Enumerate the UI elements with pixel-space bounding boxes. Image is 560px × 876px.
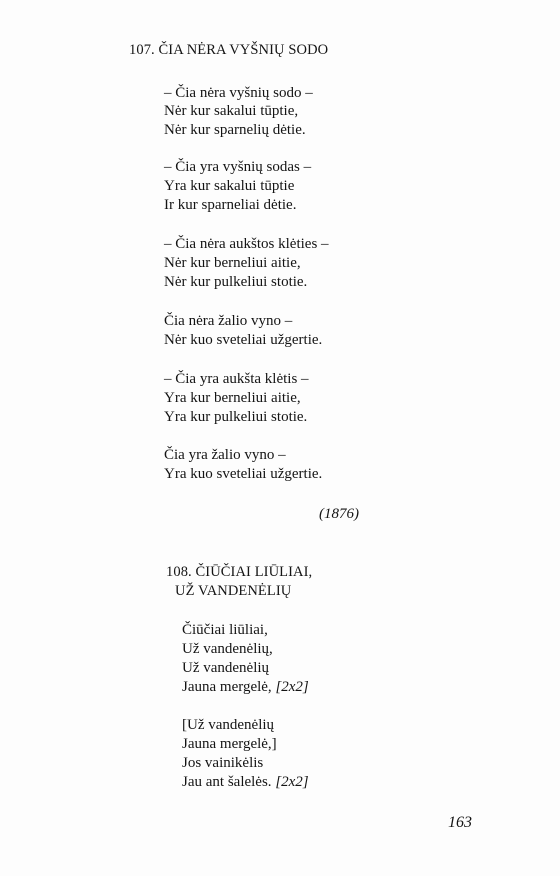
verse-line: Yra kur sakalui tūptie bbox=[164, 178, 295, 194]
poem-title-line: 108. ČIŪČIAI LIŪLIAI, bbox=[166, 564, 313, 580]
verse-line: Nėr kuo sveteliai užgertie. bbox=[164, 332, 323, 348]
verse-line: Čia yra žalio vyno – bbox=[164, 447, 286, 463]
verse-line: Jauna mergelė, [2x2] bbox=[182, 679, 309, 695]
verse-line: Nėr kur sakalui tūptie, bbox=[164, 103, 299, 119]
verse-line: [Už vandenėlių bbox=[182, 717, 275, 733]
verse-line: – Čia nėra aukštos klėties – bbox=[164, 236, 329, 252]
verse-line: Nėr kur pulkeliui stotie. bbox=[164, 274, 308, 290]
verse-line: – Čia yra aukšta klėtis – bbox=[164, 371, 309, 387]
repeat-marker: [2x2] bbox=[275, 774, 309, 790]
verse-line: Už vandenėlių bbox=[182, 660, 270, 676]
repeat-marker: [2x2] bbox=[275, 679, 309, 695]
verse-line: Už vandenėlių, bbox=[182, 641, 273, 657]
verse-line: Jauna mergelė,] bbox=[182, 736, 277, 752]
verse-line: Čia nėra žalio vyno – bbox=[164, 313, 293, 329]
verse-line: Ir kur sparneliai dėtie. bbox=[164, 197, 297, 213]
verse-line: Jau ant šalelės. [2x2] bbox=[182, 774, 309, 790]
verse-line: Yra kuo sveteliai užgertie. bbox=[164, 466, 323, 482]
verse-line: Yra kur pulkeliui stotie. bbox=[164, 409, 308, 425]
verse-line: Nėr kur sparnelių dėtie. bbox=[164, 122, 306, 138]
page-number: 163 bbox=[448, 814, 472, 831]
verse-line: Yra kur berneliui aitie, bbox=[164, 390, 301, 406]
verse-line: – Čia nėra vyšnių sodo – bbox=[164, 85, 313, 101]
verse-line: Jos vainikėlis bbox=[182, 755, 264, 771]
verse-line: Nėr kur berneliui aitie, bbox=[164, 255, 301, 271]
verse-line: Čiūčiai liūliai, bbox=[182, 622, 268, 638]
poem-date: (1876) bbox=[319, 506, 359, 522]
poem-title: 107. ČIA NĖRA VYŠNIŲ SODO bbox=[129, 42, 329, 58]
verse-line: – Čia yra vyšnių sodas – bbox=[164, 159, 312, 175]
poem-title-line: UŽ VANDENĖLIŲ bbox=[175, 583, 292, 599]
